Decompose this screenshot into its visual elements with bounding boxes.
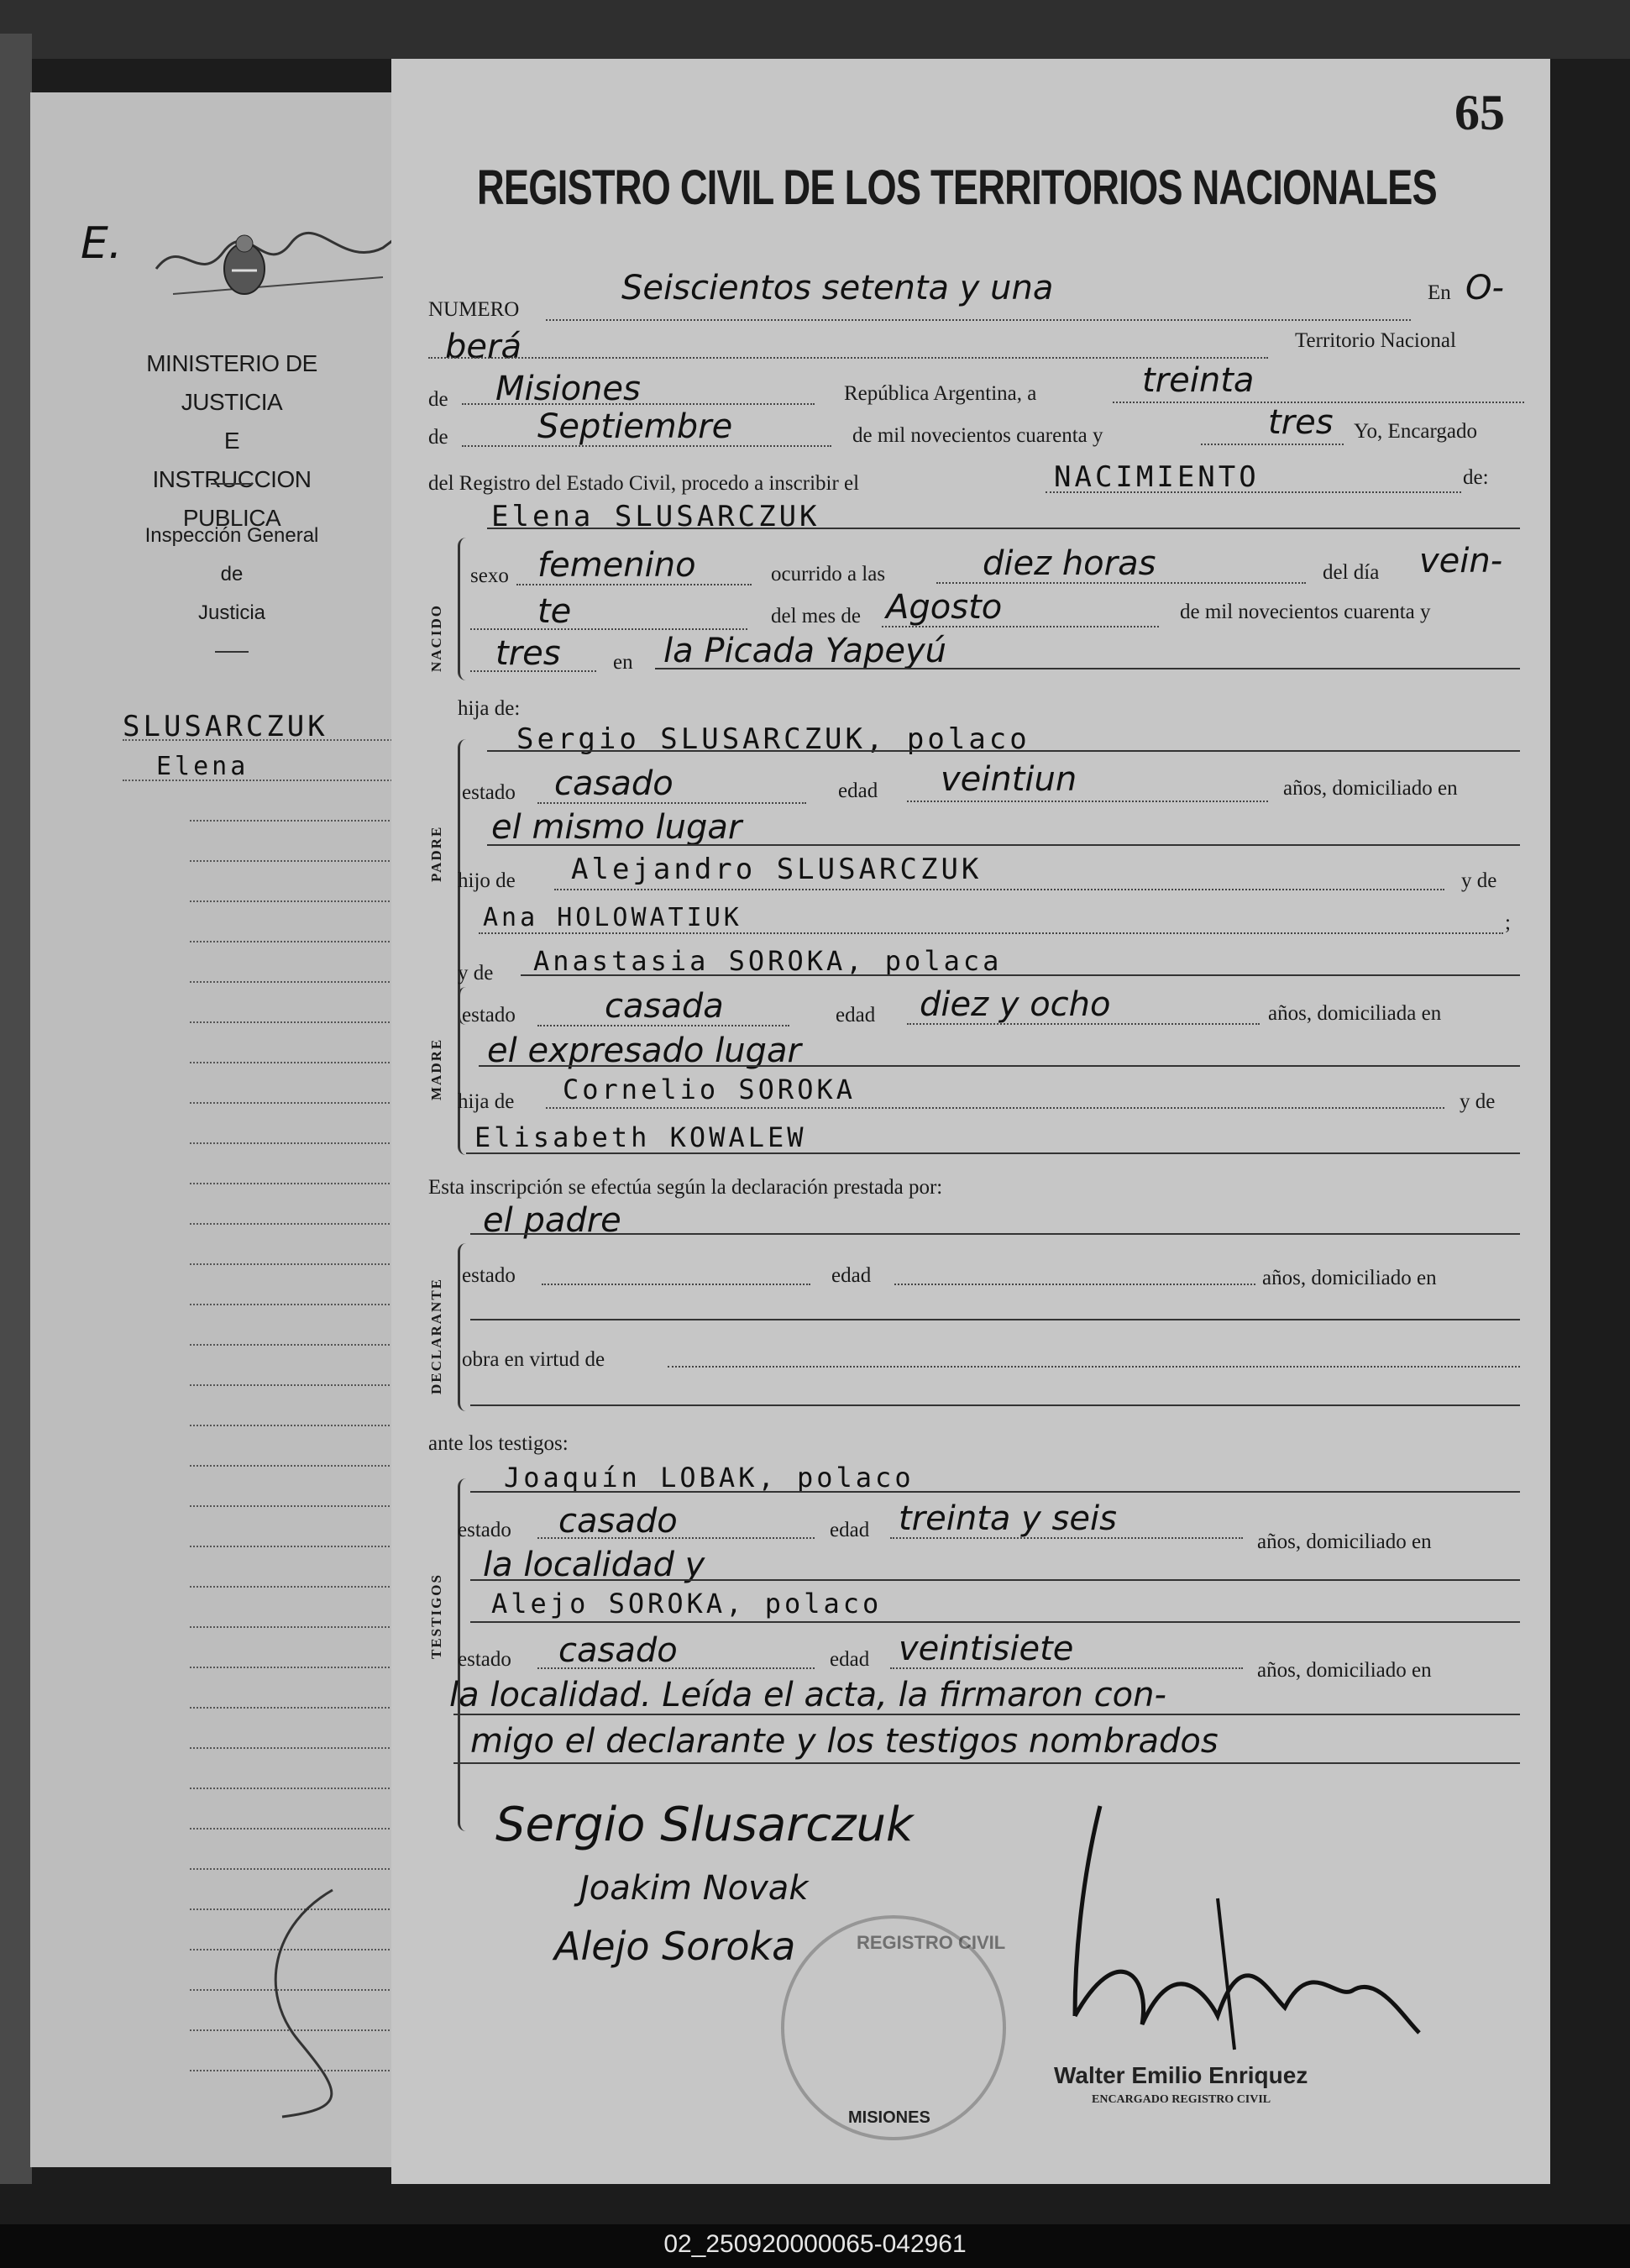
w2-edad: veintisiete bbox=[899, 1630, 1074, 1668]
numero-label: NUMERO bbox=[428, 298, 520, 321]
father-edad-label: edad bbox=[838, 780, 878, 802]
signature-father: Sergio Slusarczuk bbox=[495, 1798, 914, 1852]
w1-edad-label: edad bbox=[830, 1519, 870, 1541]
ante-testigos-label: ante los testigos: bbox=[428, 1432, 569, 1455]
page-number: 65 bbox=[1454, 85, 1505, 140]
place-part-1: O- bbox=[1465, 269, 1504, 307]
ministry-line-2: E bbox=[223, 428, 240, 454]
ocurrido-label: ocurrido a las bbox=[771, 563, 886, 585]
mother-domicile: el expresado lugar bbox=[487, 1032, 801, 1070]
decl-edad-label: edad bbox=[831, 1264, 872, 1287]
inspection-block bbox=[106, 517, 358, 633]
signature-witness-1: Joakim Novak bbox=[579, 1869, 809, 1908]
mother-name: Anastasia SOROKA, polaca bbox=[533, 945, 1003, 977]
mother-edad-label: edad bbox=[836, 1004, 876, 1026]
numero-value: Seiscientos setenta y una bbox=[621, 269, 1054, 307]
sexo-value: femenino bbox=[537, 546, 696, 585]
padre-side-label: PADRE bbox=[428, 825, 444, 882]
en-label: En bbox=[1428, 281, 1451, 304]
inscripcion-label: Esta inscripción se efectúa según la declaración prestada por: bbox=[428, 1176, 943, 1199]
ministry-divider bbox=[211, 483, 253, 485]
father-edad: veintiun bbox=[941, 760, 1077, 799]
mil-label: de mil novecientos cuarenta y bbox=[1180, 601, 1431, 623]
madre-side-label: MADRE bbox=[428, 1037, 444, 1100]
book-spine bbox=[0, 34, 32, 2184]
w2-anos-label: años, domiciliado en bbox=[1257, 1659, 1432, 1682]
birth-day-part-2: te bbox=[537, 592, 572, 631]
w2-estado: casado bbox=[558, 1631, 678, 1670]
de-label: de bbox=[428, 388, 448, 411]
inspection-line-2: de bbox=[220, 563, 244, 585]
del-mes-label: del mes de bbox=[771, 605, 861, 627]
del-dia-label: del día bbox=[1323, 561, 1380, 584]
inspection-divider bbox=[215, 651, 249, 653]
register-title: REGISTRO CIVIL DE LOS TERRITORIOS NACIONALES bbox=[477, 160, 1437, 215]
birth-month: Agosto bbox=[886, 588, 1003, 627]
registro-label: del Registro del Estado Civil, procedo a inscribir el bbox=[428, 472, 860, 495]
ministry-line-3: INSTRUCCION PUBLICA bbox=[152, 466, 312, 531]
de-colon-label: de: bbox=[1463, 466, 1489, 489]
ministry-block bbox=[106, 344, 358, 538]
witness-1: Joaquín LOBAK, polaco bbox=[504, 1462, 915, 1494]
mother-y-de-label: y de bbox=[1460, 1090, 1496, 1113]
w1-anos-label: años, domiciliado en bbox=[1257, 1530, 1432, 1553]
w2-estado-label: estado bbox=[458, 1648, 511, 1671]
sexo-label: sexo bbox=[470, 564, 509, 587]
seal-text-bottom: MISIONES bbox=[848, 2108, 930, 2127]
territorio-label: Territorio Nacional bbox=[1295, 329, 1456, 352]
father-estado: casado bbox=[554, 764, 673, 803]
w1-estado-label: estado bbox=[458, 1519, 511, 1541]
place-part-2: berá bbox=[445, 328, 521, 366]
inspection-line-1: Inspección General bbox=[144, 524, 319, 547]
hour-value: diez horas bbox=[983, 544, 1156, 583]
margin-signature-scribble bbox=[223, 1873, 391, 2125]
mother-estado-label: estado bbox=[462, 1004, 516, 1026]
mother-mother: Elisabeth KOWALEW bbox=[474, 1121, 807, 1153]
birth-place: la Picada Yapeyú bbox=[663, 632, 946, 670]
semicolon: ; bbox=[1505, 911, 1511, 934]
month-value: Septiembre bbox=[537, 407, 733, 446]
seal-text-top: REGISTRO CIVIL bbox=[857, 1932, 1006, 1953]
father-mother: Ana HOLOWATIUK bbox=[483, 903, 742, 932]
closing-line-2: migo el declarante y los testigos nombrados bbox=[470, 1722, 1219, 1761]
w1-estado: casado bbox=[558, 1502, 678, 1541]
signature-witness-2: Alejo Soroka bbox=[554, 1924, 796, 1969]
officer-name-stamp: Walter Emilio Enriquez bbox=[1054, 2062, 1308, 2088]
mother-y-de-label: y de bbox=[458, 962, 494, 984]
de-label-2: de bbox=[428, 426, 448, 449]
en-label-2: en bbox=[613, 651, 633, 674]
scan-file-id: 02_250920000065-042961 bbox=[663, 2230, 967, 2258]
obra-label: obra en virtud de bbox=[462, 1348, 605, 1371]
mother-hija-de-label: hija de bbox=[458, 1090, 515, 1113]
declarant: el padre bbox=[483, 1201, 621, 1240]
birth-year: tres bbox=[495, 634, 561, 673]
witness-2: Alejo SOROKA, polaco bbox=[491, 1588, 883, 1620]
father-name: Sergio SLUSARCZUK, polaco bbox=[516, 722, 1030, 756]
nacido-side-label: NACIDO bbox=[428, 604, 444, 672]
officer-title-stamp: ENCARGADO REGISTRO CIVIL bbox=[1092, 2093, 1271, 2106]
officer-signature-strokes bbox=[1050, 1798, 1453, 2083]
yo-label: Yo, Encargado bbox=[1354, 420, 1477, 443]
mother-estado: casada bbox=[605, 987, 724, 1026]
margin-scrawl: E. bbox=[81, 218, 123, 269]
mother-father: Cornelio SOROKA bbox=[563, 1074, 856, 1105]
father-y-de-label: y de bbox=[1461, 869, 1497, 892]
book-top-edge bbox=[0, 0, 1630, 59]
left-margin-page bbox=[30, 92, 394, 2167]
mother-anos-label: años, domiciliada en bbox=[1268, 1002, 1442, 1025]
act-type: NACIMIENTO bbox=[1054, 460, 1260, 494]
decl-anos-label: años, domiciliado en bbox=[1262, 1267, 1437, 1289]
margin-given-name: Elena bbox=[156, 752, 249, 781]
birth-day-part-1: vein- bbox=[1419, 542, 1503, 580]
father-hijo-label: hijo de bbox=[458, 869, 516, 892]
republica-label: República Argentina, a bbox=[844, 382, 1037, 405]
day-value: treinta bbox=[1142, 361, 1255, 400]
w1-edad: treinta y seis bbox=[899, 1499, 1117, 1538]
inspection-line-3: Justicia bbox=[197, 601, 266, 624]
ministry-line-1: MINISTERIO DE JUSTICIA bbox=[146, 350, 317, 415]
declarante-side-label: DECLARANTE bbox=[428, 1277, 444, 1394]
territory-value: Misiones bbox=[495, 370, 641, 408]
testigos-side-label: TESTIGOS bbox=[428, 1573, 444, 1659]
mother-edad: diez y ocho bbox=[920, 985, 1111, 1024]
decl-estado-label: estado bbox=[462, 1264, 516, 1287]
hija-label: hija de: bbox=[458, 697, 521, 720]
year-value: tres bbox=[1268, 403, 1334, 442]
father-domicile: el mismo lugar bbox=[491, 808, 742, 847]
margin-scrawl-strokes bbox=[148, 210, 417, 311]
father-father: Alejandro SLUSARCZUK bbox=[571, 853, 983, 886]
w2-edad-label: edad bbox=[830, 1648, 870, 1671]
child-name: Elena SLUSARCZUK bbox=[491, 500, 820, 533]
father-estado-label: estado bbox=[462, 781, 516, 804]
coat-of-arms-icon bbox=[215, 227, 274, 302]
closing-line-1: la localidad. Leída el acta, la firmaron con- bbox=[449, 1676, 1166, 1714]
year-label: de mil novecientos cuarenta y bbox=[852, 424, 1103, 447]
margin-surname: SLUSARCZUK bbox=[123, 710, 328, 743]
w1-domicile: la localidad y bbox=[483, 1546, 705, 1584]
father-anos-label: años, domiciliado en bbox=[1283, 777, 1458, 800]
